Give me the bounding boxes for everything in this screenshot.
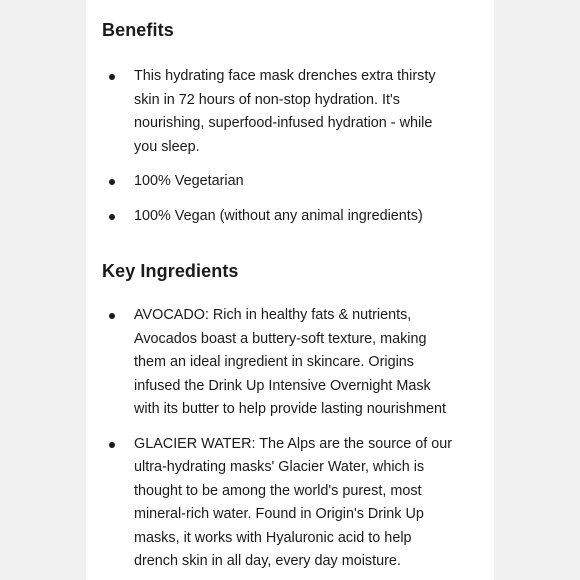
- product-description-panel: [86, 0, 494, 580]
- text-line: nourishing, superfood-infused hydration - while: [134, 115, 433, 131]
- bullet-icon: [109, 179, 115, 185]
- text-line: you sleep.: [134, 138, 200, 155]
- bullet-icon: [109, 442, 115, 448]
- text-line: 100% Vegetarian: [134, 173, 244, 189]
- text-line: masks, it works with Hyaluronic acid to help: [134, 529, 412, 546]
- text-line: GLACIER WATER: The Alps are the source of our: [134, 435, 453, 452]
- bullet-icon: [109, 313, 115, 319]
- text-line: drench skin in all day, every day moisture.: [134, 553, 401, 569]
- text-line: mineral-rich water. Found in Origin's Drink Up: [134, 506, 424, 522]
- text-line: ultra-hydrating masks' Glacier Water, which is: [134, 459, 425, 475]
- text-line: AVOCADO: Rich in healthy fats & nutrients,: [134, 307, 412, 323]
- bullet-icon: [109, 214, 115, 220]
- key-ingredients-heading: Key Ingredients: [102, 261, 239, 281]
- list-item: [86, 304, 494, 422]
- bullet-icon: [109, 74, 115, 80]
- text-line: with its butter to help provide lasting nourishment: [134, 401, 446, 417]
- key-ingredients-list: [86, 304, 494, 574]
- list-item: [86, 170, 494, 194]
- text-line: skin in 72 hours of non-stop hydration. It's: [134, 91, 400, 108]
- text-line: Avocados boast a buttery-soft texture, making: [134, 330, 427, 347]
- text-line: This hydrating face mask drenches extra thirsty: [134, 68, 436, 84]
- list-item: [86, 433, 494, 574]
- text-line: infused the Drink Up Intensive Overnight Mask: [134, 377, 431, 394]
- text-line: them an ideal ingredient in skincare. Origins: [134, 354, 414, 370]
- text-line: thought to be among the world's purest, most: [134, 482, 422, 499]
- list-item: [86, 65, 494, 159]
- benefits-list: [86, 65, 494, 228]
- text-line: 100% Vegan (without any animal ingredients): [134, 207, 423, 224]
- list-item: [86, 205, 494, 229]
- benefits-heading: Benefits: [102, 20, 174, 40]
